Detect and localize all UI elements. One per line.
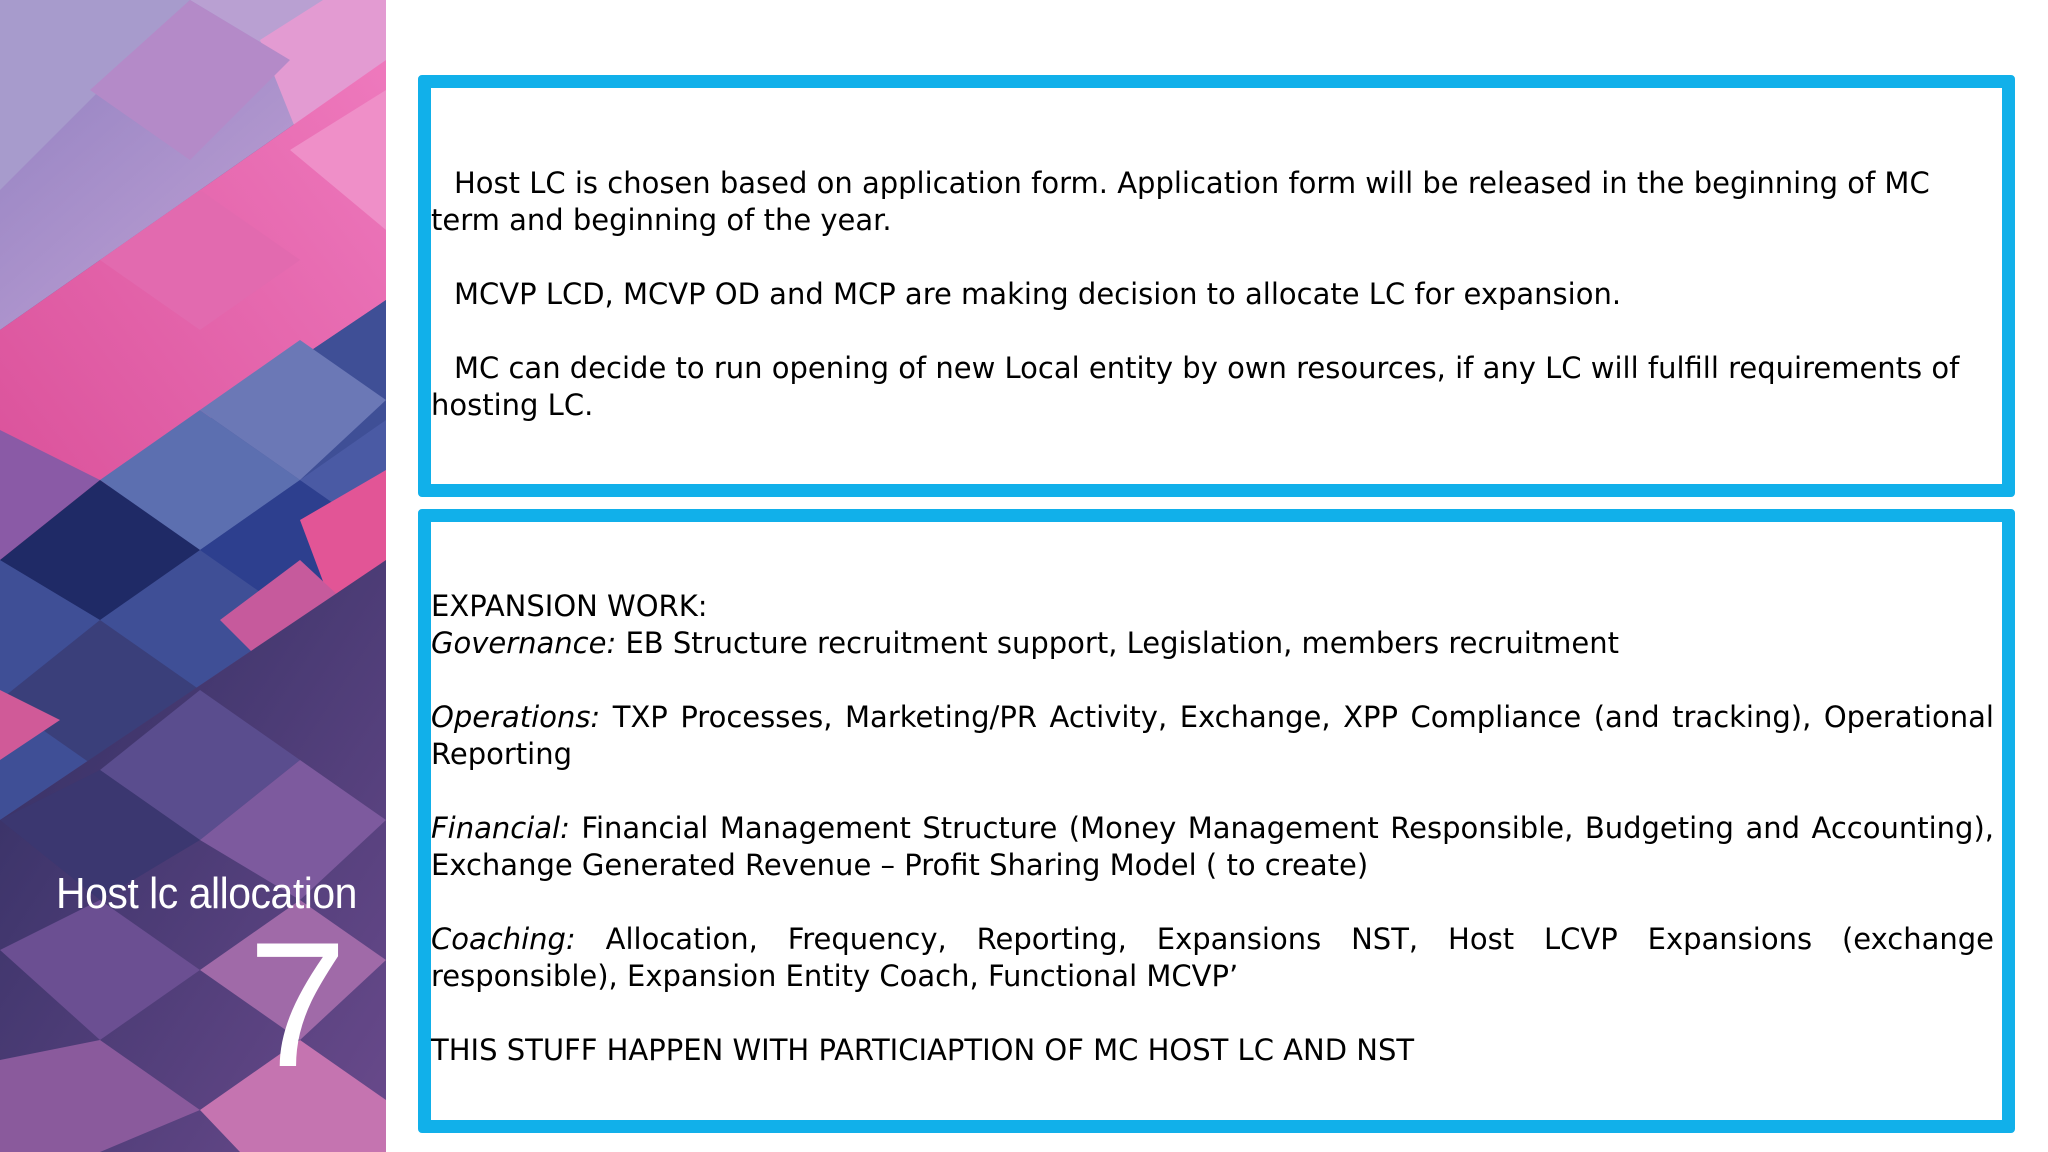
item-label: Operations: <box>431 700 601 734</box>
expansion-work-heading: EXPANSION WORK: <box>431 589 708 623</box>
item-coaching <box>431 921 1994 995</box>
participation-footer: THIS STUFF HAPPEN WITH PARTICIAPTION OF MC HOST LC AND NST <box>431 1033 1415 1067</box>
paragraph-decision-makers: MCVP LCD, MCVP OD and MCP are making decision to allocate LC for expansion. <box>454 277 1622 311</box>
paragraph-mc-own-resources: MC can decide to run opening of new Local entity by own resources, if any LC will fulfill requirements of hosting LC. <box>431 351 1960 422</box>
section-title: Host lc allocation <box>56 869 357 918</box>
host-lc-selection-text <box>431 165 2002 424</box>
item-label: Governance: <box>431 626 617 660</box>
side-panel <box>0 0 386 1152</box>
item-text: EB Structure recruitment support, Legislation, members recruitment <box>616 626 1620 660</box>
host-lc-selection-box <box>418 75 2015 497</box>
item-text: Allocation, Frequency, Reporting, Expansions NST, Host LCVP Expansions (exchange responsible), Expansion Entity Coach, Functional MCVP’ <box>431 922 1994 993</box>
item-label: Coaching: <box>431 922 576 956</box>
section-number: 7 <box>248 905 347 1104</box>
item-operations <box>431 699 1994 773</box>
item-financial <box>431 810 1994 884</box>
item-text: Financial Management Structure (Money Management Responsible, Budgeting and Accounting), Exchange Generated Revenue – Profit Sharing Model ( to create) <box>431 811 1994 882</box>
item-governance <box>431 625 1994 662</box>
expansion-work-text <box>431 588 2002 1069</box>
item-text: TXP Processes, Marketing/PR Activity, Exchange, XPP Compliance (and tracking), Operational Reporting <box>431 700 1994 771</box>
item-label: Financial: <box>431 811 570 845</box>
expansion-work-box <box>418 509 2015 1133</box>
paragraph-application-form: Host LC is chosen based on application form. Application form will be released in the beginning of MC term and beginning of the year. <box>431 166 1930 237</box>
